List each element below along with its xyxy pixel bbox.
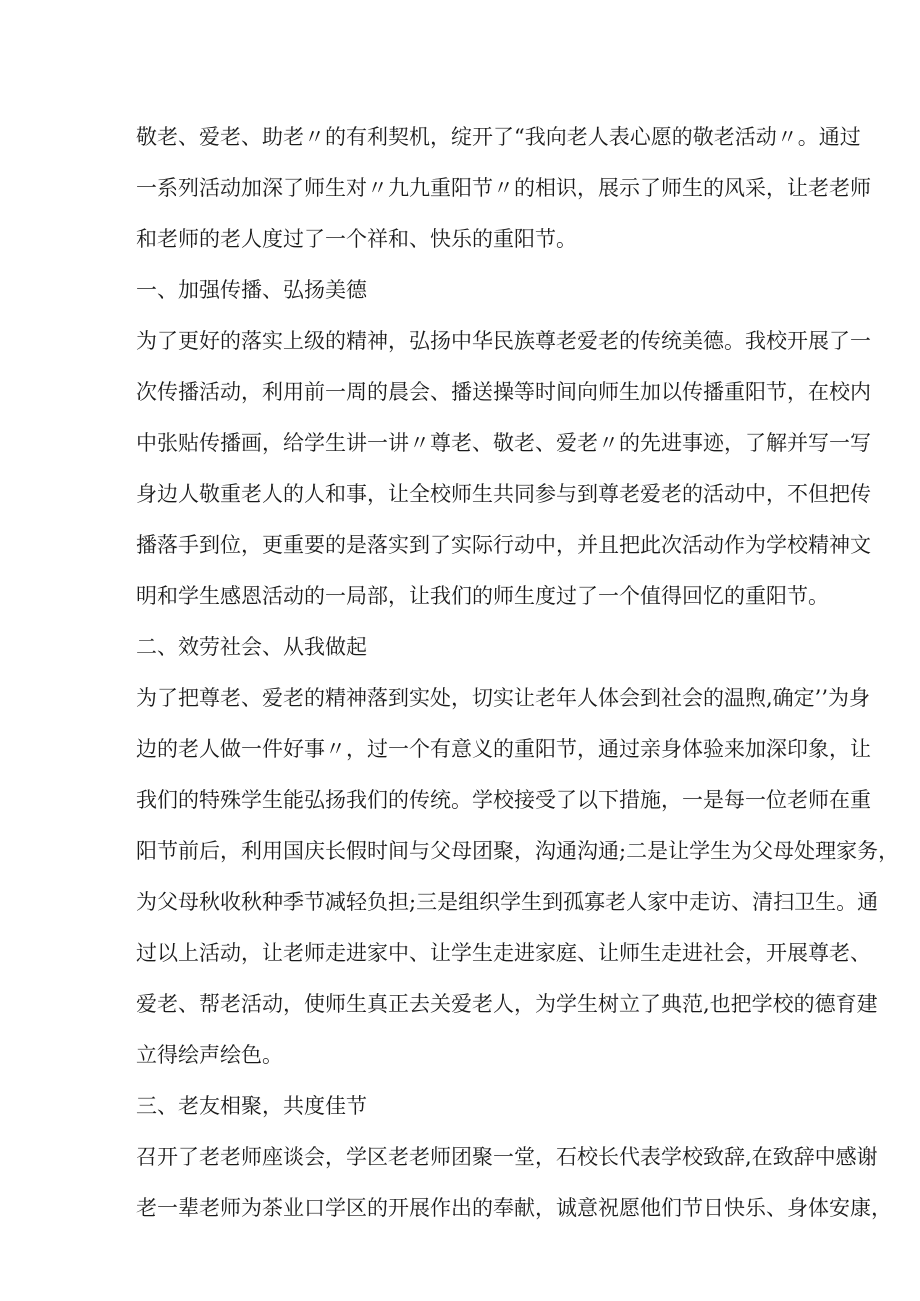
intro-line-3: 和老师的老人度过了一个祥和、快乐的重阳节。 <box>136 227 577 251</box>
section-3-line-1: 召开了老老师座谈会，学区老老师团聚一堂，石校长代表学校致辞,在致辞中感谢 <box>136 1145 878 1169</box>
intro-line-2: 一系列活动加深了师生对〃九九重阳节〃的相识，展示了师生的风采，让老老师 <box>136 176 871 200</box>
section-2-line-5: 为父母秋收秋种季节减轻负担;三是组织学生到孤寡老人家中走访、清扫卫生。通 <box>136 890 879 914</box>
section-1-line-1: 为了更好的落实上级的精神，弘扬中华民族尊老爱老的传统美德。我校开展了一 <box>136 329 871 353</box>
section-1-heading: 一、加强传播、弘扬美德 <box>136 278 367 302</box>
section-2-heading: 二、效劳社会、从我做起 <box>136 635 367 659</box>
section-1-line-2: 次传播活动，利用前一周的晨会、播送操等时间向师生加以传播重阳节，在校内 <box>136 380 871 404</box>
section-1-line-3: 中张贴传播画，给学生讲一讲〃尊老、敬老、爱老〃的先进事迹，了解并写一写 <box>136 431 871 455</box>
section-3-line-2: 老一辈老师为茶业口学区的开展作出的奉献，诚意祝愿他们节日快乐、身体安康， <box>136 1196 892 1220</box>
section-3-heading: 三、老友相聚，共度佳节 <box>136 1094 367 1118</box>
section-2-line-7: 爱老、帮老活动，使师生真正去关爱老人，为学生树立了典范,也把学校的德育建 <box>136 992 878 1016</box>
section-2-line-6: 过以上活动，让老师走进家中、让学生走进家庭、让师生走进社会，开展尊老、 <box>136 941 871 965</box>
intro-line-1: 敬老、爱老、助老〃的有利契机，绽开了“我向老人表心愿的敬老活动〃。通过 <box>136 125 861 149</box>
section-2-line-1: 为了把尊老、爱老的精神落到实处，切实让老年人体会到社会的温煦,确定’’为身 <box>136 686 871 710</box>
section-1-line-4: 身边人敬重老人的人和事，让全校师生共同参与到尊老爱老的活动中，不但把传 <box>136 482 871 506</box>
section-1-line-6: 明和学生感恩活动的一局部，让我们的师生度过了一个值得回忆的重阳节。 <box>136 584 829 608</box>
section-2-line-4: 阳节前后，利用国庆长假时间与父母团聚，沟通沟通;二是让学生为父母处理家务， <box>136 839 900 863</box>
section-1-line-5: 播落手到位，更重要的是落实到了实际行动中，并且把此次活动作为学校精神文 <box>136 533 871 557</box>
section-2-line-2: 边的老人做一件好事〃，过一个有意义的重阳节，通过亲身体验来加深印象，让 <box>136 737 871 761</box>
section-2-line-3: 我们的特殊学生能弘扬我们的传统。学校接受了以下措施，一是每一位老师在重 <box>136 788 871 812</box>
section-2-line-8: 立得绘声绘色。 <box>136 1043 283 1067</box>
